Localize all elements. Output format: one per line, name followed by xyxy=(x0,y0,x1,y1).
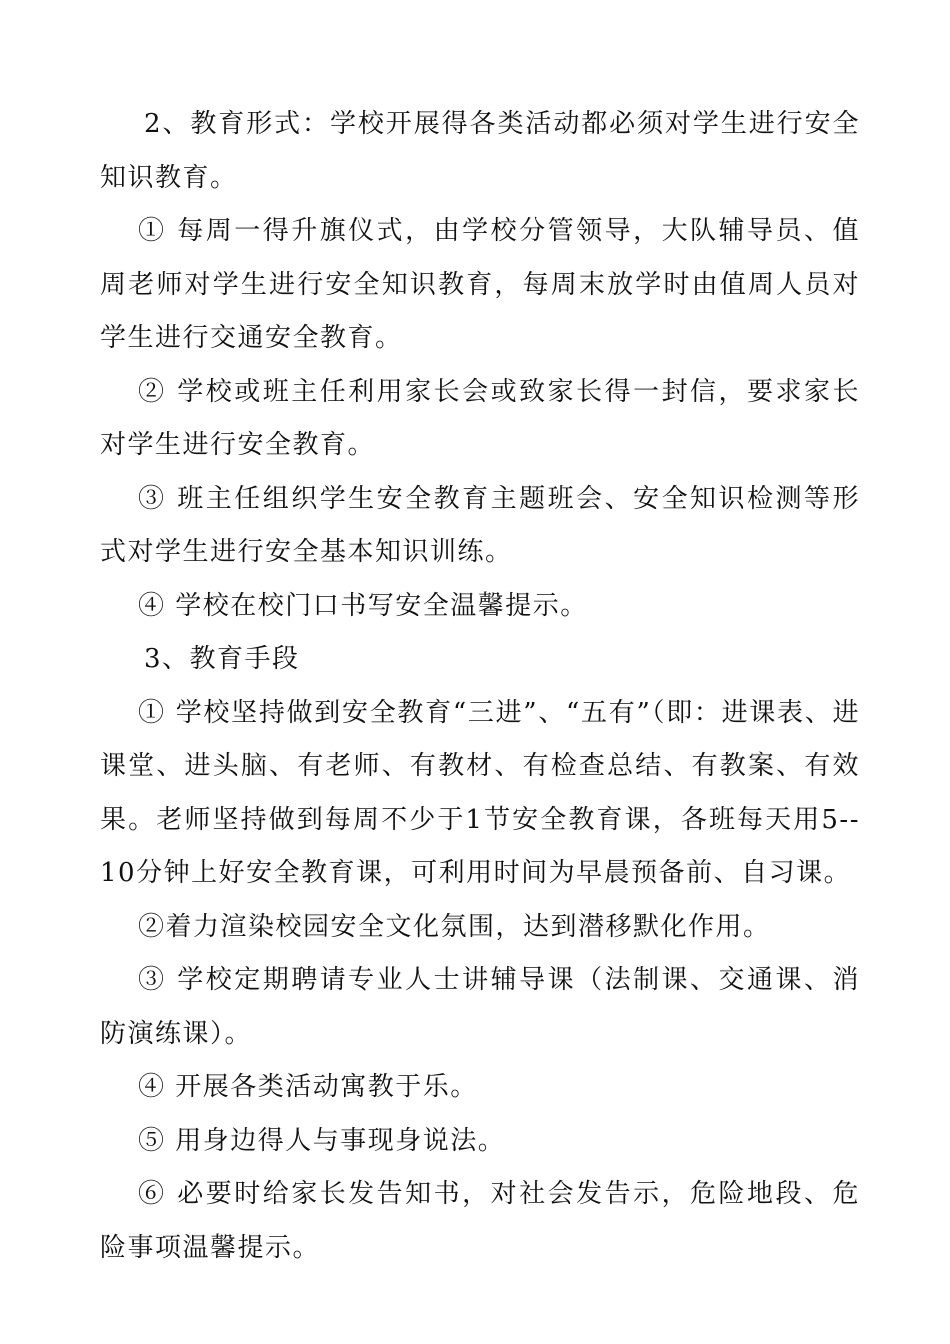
paragraph-education-form: 2、教育形式：学校开展得各类活动都必须对学生进行安全知识教育。 xyxy=(100,109,860,193)
paragraph-item-class-meeting: ③ 班主任组织学生安全教育主题班会、安全知识检测等形式对学生进行安全基本知识训练。 xyxy=(100,483,860,567)
paragraph-item-gate-notice: ④ 学校在校门口书写安全温馨提示。 xyxy=(138,590,588,621)
paragraph-item-experts: ③ 学校定期聘请专业人士讲辅导课（法制课、交通课、消防演练课）。 xyxy=(100,965,860,1049)
paragraph-item-notices: ⑥ 必要时给家长发告知书，对社会发告示，危险地段、危险事项温馨提示。 xyxy=(100,1179,860,1263)
paragraph-item-examples: ⑤ 用身边得人与事现身说法。 xyxy=(138,1125,506,1156)
paragraph-item-three-five: ① 学校坚持做到安全教育“三进”、“五有”（即：进课表、进课堂、进头脑、有老师、有教材、有检查总结、有教案、有效果。老师坚持做到每周不少于1节安全教育课，各班每天用5--10分钟上好安全教育课，可利用时间为早晨预备前、自习课。 xyxy=(100,697,860,888)
paragraph-item-culture: ②着力渲染校园安全文化氛围，达到潜移默化作用。 xyxy=(138,911,771,942)
document-body xyxy=(100,98,860,1275)
paragraph-item-activities: ④ 开展各类活动寓教于乐。 xyxy=(138,1072,478,1102)
paragraph-item-parent-letter: ② 学校或班主任利用家长会或致家长得一封信，要求家长对学生进行安全教育。 xyxy=(100,376,860,460)
paragraph-item-flag-ceremony: ① 每周一得升旗仪式，由学校分管领导，大队辅导员、值周老师对学生进行安全知识教育，每周末放学时由值周人员对学生进行交通安全教育。 xyxy=(100,216,860,353)
paragraph-education-means: 3、教育手段 xyxy=(144,644,300,674)
